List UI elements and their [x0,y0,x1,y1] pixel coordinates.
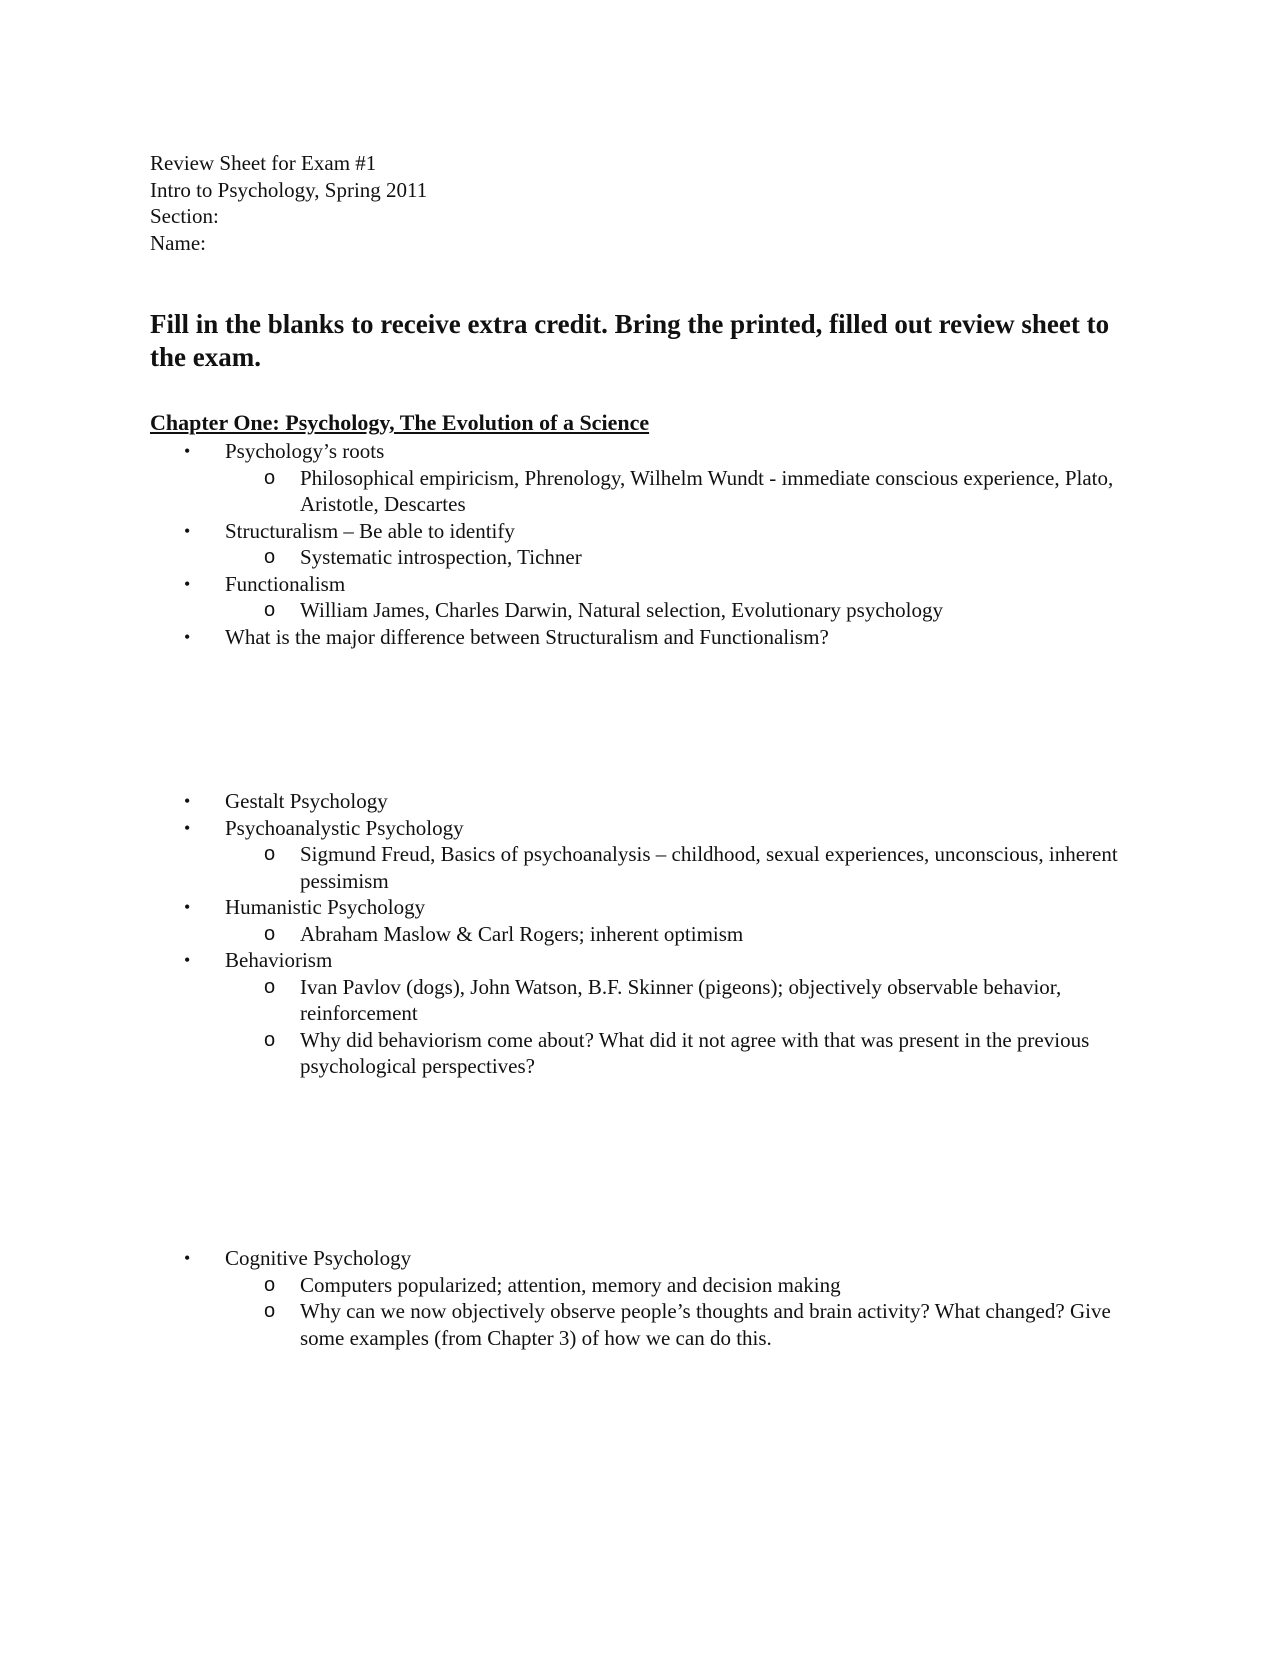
sub-bullet-icon: o [264,1273,276,1296]
bullet-icon: • [184,626,191,647]
item-text: What is the major difference between Structuralism and Functionalism? [225,624,829,649]
item-text: Philosophical empiricism, Phrenology, Wilhelm Wundt - immediate conscious experience, Plato, Aristotle, Descartes [300,465,1114,516]
list-item [0,947,1125,974]
list-item [0,438,1125,465]
sub-list-item [0,841,1120,894]
document-title: Review Sheet for Exam #1 [150,151,377,175]
item-text: Psychoanalystic Psychology [225,815,464,840]
sub-bullet-icon: o [264,599,276,621]
list-item [0,788,1125,815]
bullet-icon: • [184,791,191,811]
instructions: Fill in the blanks to receive extra credit. Bring the printed, filled out review sheet to the exam. [150,309,1110,372]
list-block-3 [0,1245,1280,1351]
bullet-icon: • [184,441,191,461]
sub-list-item [0,974,1120,1027]
header-block [150,150,427,256]
list-item [0,518,1125,545]
sub-bullet-icon: o [264,975,276,998]
item-text: Functionalism [225,571,346,596]
item-text: Ivan Pavlov (dogs), John Watson, B.F. Skinner (pigeons); objectively observable behavior, reinforcement [300,974,1062,1025]
item-text: Why did behaviorism come about? What did it not agree with that was present in the previous psychological perspectives? [300,1027,1090,1078]
course-name: Intro to Psychology, Spring 2011 [150,177,428,202]
sub-bullet-icon: o [264,1300,276,1322]
item-text: Humanistic Psychology [225,895,426,919]
sub-list-item [0,1027,1120,1080]
item-text: Computers popularized; attention, memory and decision making [300,1272,841,1297]
sub-bullet-icon: o [264,922,276,945]
name-label: Name: [150,230,206,255]
item-text: Psychology’s roots [225,439,385,463]
list-item [0,894,1125,921]
section-label: Section: [150,204,219,228]
sub-list-item [0,544,1120,571]
list-item [0,571,1125,598]
bullet-icon: • [184,573,191,594]
item-text: Systematic introspection, Tichner [300,545,582,569]
bullet-icon: • [184,1248,191,1268]
item-text: Structuralism – Be able to identify [225,518,515,543]
sub-bullet-icon: o [264,546,276,568]
item-text: Gestalt Psychology [225,789,388,813]
sub-bullet-icon: o [264,1028,276,1051]
sub-list-item [0,465,1120,518]
list-block-2 [0,788,1280,1080]
bullet-icon: • [184,950,191,970]
item-text: Cognitive Psychology [225,1246,412,1270]
list-item [0,624,1125,651]
item-text: Abraham Maslow & Carl Rogers; inherent optimism [300,921,744,946]
bullet-icon: • [184,897,191,917]
item-text: William James, Charles Darwin, Natural selection, Evolutionary psychology [300,598,944,622]
bullet-icon: • [184,817,191,838]
item-text: Sigmund Freud, Basics of psychoanalysis – childhood, sexual experiences, unconscious, inherent pessimism [300,842,1118,893]
list-item [0,1245,1125,1272]
list-block-1 [0,438,1280,650]
sub-list-item [0,921,1120,948]
sub-bullet-icon: o [264,466,276,489]
sub-list-item [0,597,1120,624]
sub-list-item [0,1298,1120,1351]
bullet-icon: • [184,520,191,541]
item-text: Behaviorism [225,948,333,972]
item-text: Why can we now objectively observe people’s thoughts and brain activity? What changed? Give some examples (from Chapter 3) of how we can do this. [300,1299,1111,1350]
sub-bullet-icon: o [264,843,276,865]
list-item [0,815,1125,842]
chapter-heading: Chapter One: Psychology, The Evolution of a Science [150,410,650,435]
sub-list-item [0,1272,1120,1299]
